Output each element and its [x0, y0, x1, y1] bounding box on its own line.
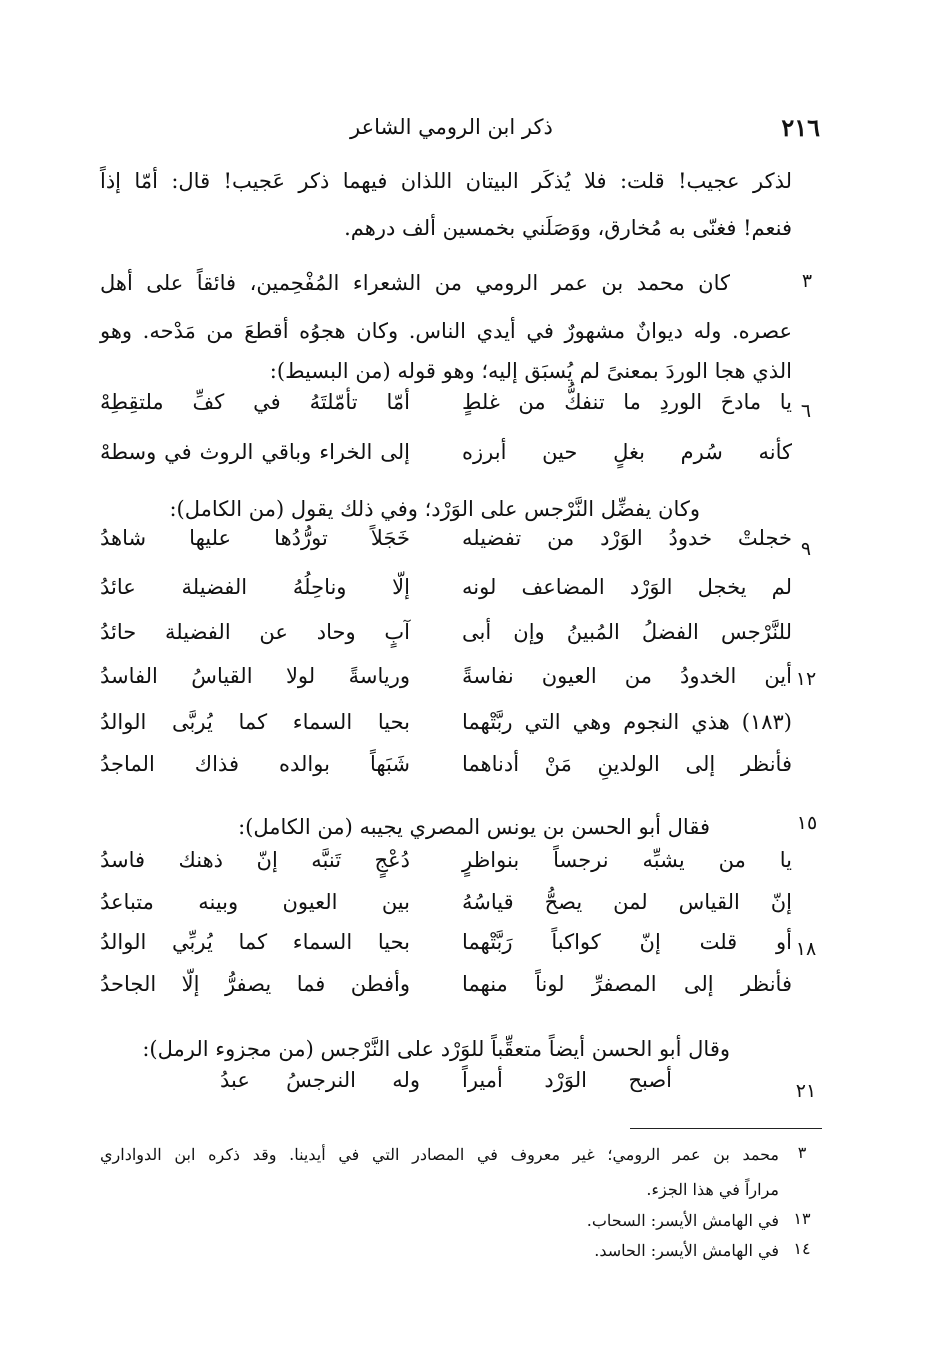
line-number: ١٢: [795, 668, 817, 690]
verse-first-hemistich: (١٨٣) هذي النجوم وهي التي ربَّتْهما: [462, 710, 792, 734]
verse-second-hemistich: آبٍ وحاد عن الفضيلة حائدُ: [100, 620, 410, 644]
verse-first-hemistich: خجلتْ خدودُ الوَرْد من تفضيله: [462, 526, 792, 550]
verse-first-hemistich: للنَّرْجس الفضلُ المُبينُ وإن أبى: [462, 620, 792, 644]
verse-line: [100, 664, 792, 706]
poem-intro: وقال أبو الحسن أيضاً متعقِّباً للوَرْد على النَّرْجس (من مجزوء الرمل):: [142, 1037, 730, 1061]
footnote-text: مراراً في هذا الجزء.: [646, 1180, 779, 1199]
footnote-text: محمد بن عمر الرومي؛ غير معروف في المصادر التي في أيدينا. وقد ذكره ابن الدواداري: [100, 1145, 779, 1164]
footnote-text: في الهامش الأيسر: السحاب.: [586, 1211, 779, 1230]
verse-second-hemistich: وأفطن فما يصفرُّ إلّا الجاحدُ: [100, 972, 410, 996]
verse-line: [100, 1068, 792, 1110]
footnote-number: ١٤: [793, 1239, 811, 1258]
prose-line: فنعم! فغنّى به مُخارق، ووَصَلَني بخمسين ألف درهم.: [344, 216, 792, 240]
verse-second-hemistich: بين العيون وبينه متباعدُ: [100, 890, 410, 914]
running-title: ذكر ابن الرومي الشاعر: [350, 115, 553, 139]
verse-second-hemistich: ورياسةً لولا القياسُ الفاسدُ: [100, 664, 410, 688]
verse-second-hemistich: بحيا السماء كما يُربِّي الوالدُ: [100, 930, 410, 954]
footnote-text: في الهامش الأيسر: الحاسد.: [594, 1241, 779, 1260]
verse-first-hemistich: أصبح الوَرْد أميراً: [462, 1068, 672, 1092]
verse-second-hemistich: دُعْجٍ تَنبَّه إنّ ذهنك فاسدُ: [100, 848, 410, 872]
verse-line: [100, 848, 792, 890]
verse-line: [100, 440, 792, 482]
verse-first-hemistich: فأنظر إلى المصفرِّ لوناً منهما: [462, 972, 792, 996]
poem-intro: وكان يفضِّل النَّرْجس على الوَرْد؛ وفي ذلك يقول (من الكامل):: [169, 497, 700, 521]
verse-line: [100, 620, 792, 662]
verse-first-hemistich: يا مادحَ الوردِ ما تنفكُّ من غلطٍ: [462, 390, 792, 414]
line-number: ١٨: [795, 938, 817, 960]
footnote-number: ١٣: [793, 1209, 811, 1228]
verse-line: [100, 890, 792, 932]
verse-first-hemistich: يا من يشبِّه نرجساً بنواظرٍ: [462, 848, 792, 872]
line-number: ٦: [800, 400, 812, 422]
verse-line: [100, 390, 792, 432]
verse-second-hemistich: إلى الخراء وباقي الروث في وسطهْ: [100, 440, 410, 464]
verse-line: [100, 575, 792, 617]
verse-second-hemistich: وله النرجسُ عبدُ: [220, 1068, 420, 1092]
prose-line: لذكر عجيب! قلت: فلا يُذكَر البيتان اللذان فيهما ذكر عَجيب! قال: أمّا إذاً: [100, 169, 792, 193]
verse-line: [100, 526, 792, 568]
verse-first-hemistich: أين الخدودُ من العيون نفاسةً: [462, 664, 792, 688]
verse-second-hemistich: أمّا تأمّلتَهُ في كفِّ ملتقِطِهْ: [100, 390, 410, 414]
page-number: ٢١٦: [781, 112, 820, 142]
line-number: ٢١: [795, 1080, 817, 1102]
verse-line: [100, 972, 792, 1014]
verse-second-hemistich: خَجَلاً تورُّدُها عليها شاهدُ: [100, 526, 410, 550]
verse-line: [100, 710, 792, 752]
verse-first-hemistich: إنّ القياس لمن يصحُّ قياسُهُ: [462, 890, 792, 914]
verse-first-hemistich: لم يخجل الوَرْد المضاعف لونه: [462, 575, 792, 599]
verse-line: [100, 930, 792, 972]
prose-line: عصره. وله ديوانٌ مشهورٌ في أيدي الناس. وكان هجوُه أقطعَ من مَدْحه. وهو: [100, 319, 792, 343]
verse-first-hemistich: فأنظر إلى الولدينِ مَنْ أدناهما: [462, 752, 792, 776]
verse-second-hemistich: شَبَهاً بوالده فذاك الماجدُ: [100, 752, 410, 776]
verse-line: [100, 752, 792, 794]
page-header: [100, 110, 820, 144]
verse-first-hemistich: كأنه سُرم بغلٍ حين أبرزه: [462, 440, 792, 464]
verse-second-hemistich: بحيا السماء كما يُربَّى الوالدُ: [100, 710, 410, 734]
poem-intro: فقال أبو الحسن بن يونس المصري يجيبه (من الكامل):: [238, 815, 710, 839]
prose-line: الذي هجا الوردَ بمعنىً لم يُسبَق إليه؛ وهو قوله (من البسيط):: [269, 359, 792, 383]
footnote-separator: [630, 1128, 822, 1129]
verse-second-hemistich: إلّا وناحِلُهُ الفضيلة عائدُ: [100, 575, 410, 599]
verse-first-hemistich: أو قلت إنّ كواكباً رَبَّتْهما: [462, 930, 792, 954]
line-number: ١٥: [796, 812, 818, 834]
footnote-number: ٣: [797, 1143, 807, 1162]
line-number: ٣: [801, 270, 813, 292]
prose-line: كان محمد بن عمر الرومي من الشعراء المُفْحِمين، فائقاً على أهل: [100, 271, 730, 295]
line-number: ٩: [800, 538, 812, 560]
